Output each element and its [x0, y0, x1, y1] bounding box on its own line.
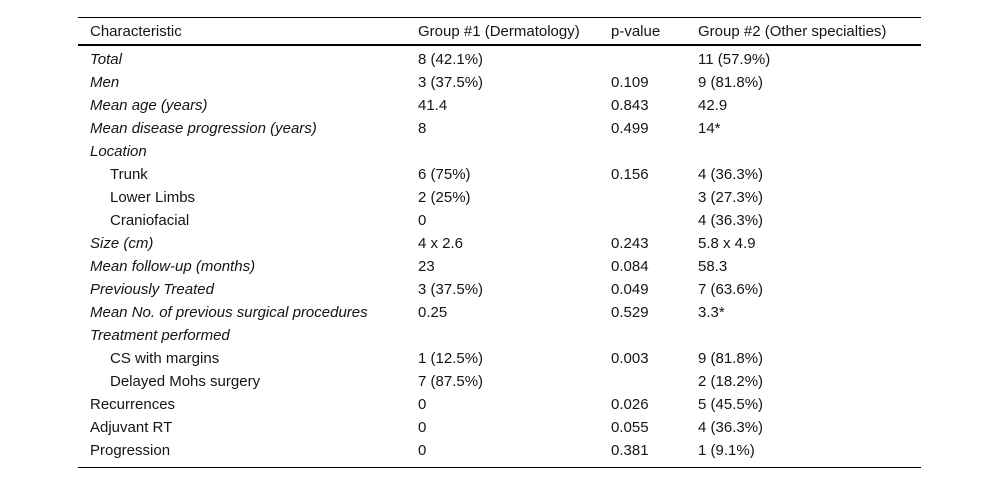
row-characteristic: Trunk	[110, 166, 148, 183]
row-characteristic: Total	[90, 51, 122, 68]
table-row	[78, 163, 921, 186]
row-group2-value: 58.3	[698, 258, 728, 275]
row-characteristic: Adjuvant RT	[90, 419, 173, 436]
row-characteristic: Delayed Mohs surgery	[110, 373, 261, 390]
row-characteristic: Men	[90, 74, 120, 91]
row-group2-value: 4 (36.3%)	[698, 166, 764, 183]
table-row	[78, 71, 921, 94]
row-group1-value: 0	[418, 212, 427, 229]
table-row	[78, 94, 921, 117]
row-group2-value: 4 (36.3%)	[698, 212, 764, 229]
table-header-row	[78, 17, 921, 46]
row-pvalue: 0.529	[611, 304, 649, 321]
row-group1-value: 0	[418, 419, 427, 436]
row-group2-value: 5.8 x 4.9	[698, 235, 756, 252]
row-group1-value: 0.25	[418, 304, 448, 321]
row-characteristic: CS with margins	[110, 350, 220, 367]
row-characteristic: Size (cm)	[90, 235, 154, 252]
row-pvalue: 0.084	[611, 258, 649, 275]
row-characteristic: Location	[90, 143, 147, 160]
row-pvalue: 0.499	[611, 120, 649, 137]
row-pvalue: 0.109	[611, 74, 649, 91]
table-row	[78, 347, 921, 370]
table-row	[78, 416, 921, 439]
table-body	[78, 46, 921, 468]
row-group1-value: 8	[418, 120, 427, 137]
row-group2-value: 42.9	[698, 97, 728, 114]
row-characteristic: Mean disease progression (years)	[90, 120, 317, 137]
comparison-table	[78, 17, 921, 468]
row-pvalue: 0.003	[611, 350, 649, 367]
row-group2-value: 9 (81.8%)	[698, 74, 764, 91]
row-group1-value: 41.4	[418, 97, 448, 114]
row-characteristic: Progression	[90, 442, 171, 459]
row-pvalue: 0.156	[611, 166, 649, 183]
row-group2-value: 5 (45.5%)	[698, 396, 764, 413]
table-row	[78, 48, 921, 71]
table-row	[78, 393, 921, 416]
table-row	[78, 324, 921, 347]
column-header-group1: Group #1 (Dermatology)	[418, 22, 580, 40]
row-group1-value: 1 (12.5%)	[418, 350, 484, 367]
row-group1-value: 0	[418, 396, 427, 413]
row-group2-value: 14*	[698, 120, 721, 137]
table-row	[78, 117, 921, 140]
row-group2-value: 4 (36.3%)	[698, 419, 764, 436]
row-group1-value: 3 (37.5%)	[418, 74, 484, 91]
row-pvalue: 0.243	[611, 235, 649, 252]
row-characteristic: Craniofacial	[110, 212, 190, 229]
table-row	[78, 186, 921, 209]
row-group1-value: 2 (25%)	[418, 189, 471, 206]
table-row	[78, 255, 921, 278]
row-group2-value: 11 (57.9%)	[698, 51, 771, 68]
table-row	[78, 232, 921, 255]
row-characteristic: Previously Treated	[90, 281, 214, 298]
row-group1-value: 8 (42.1%)	[418, 51, 484, 68]
row-group1-value: 7 (87.5%)	[418, 373, 484, 390]
table-row	[78, 278, 921, 301]
row-group2-value: 3.3*	[698, 304, 725, 321]
row-characteristic: Lower Limbs	[110, 189, 196, 206]
row-group1-value: 4 x 2.6	[418, 235, 464, 252]
row-group2-value: 3 (27.3%)	[698, 189, 764, 206]
row-group1-value: 0	[418, 442, 427, 459]
row-pvalue: 0.843	[611, 97, 649, 114]
row-pvalue: 0.055	[611, 419, 649, 436]
column-header-characteristic: Characteristic	[90, 22, 182, 40]
column-header-group2: Group #2 (Other specialties)	[698, 22, 887, 40]
row-group1-value: 23	[418, 258, 435, 275]
row-characteristic: Mean No. of previous surgical procedures	[90, 304, 368, 321]
row-pvalue: 0.026	[611, 396, 649, 413]
row-characteristic: Mean age (years)	[90, 97, 208, 114]
table-row	[78, 439, 921, 462]
table-row	[78, 301, 921, 324]
row-group2-value: 2 (18.2%)	[698, 373, 764, 390]
row-pvalue: 0.381	[611, 442, 649, 459]
column-header-pvalue: p-value	[611, 22, 661, 40]
row-pvalue: 0.049	[611, 281, 649, 298]
row-characteristic: Treatment performed	[90, 327, 230, 344]
table-row	[78, 209, 921, 232]
table-row	[78, 370, 921, 393]
row-group2-value: 1 (9.1%)	[698, 442, 755, 459]
table-row	[78, 140, 921, 163]
row-characteristic: Mean follow-up (months)	[90, 258, 256, 275]
row-group1-value: 6 (75%)	[418, 166, 471, 183]
row-group2-value: 7 (63.6%)	[698, 281, 764, 298]
row-group2-value: 9 (81.8%)	[698, 350, 764, 367]
row-group1-value: 3 (37.5%)	[418, 281, 484, 298]
row-characteristic: Recurrences	[90, 396, 176, 413]
